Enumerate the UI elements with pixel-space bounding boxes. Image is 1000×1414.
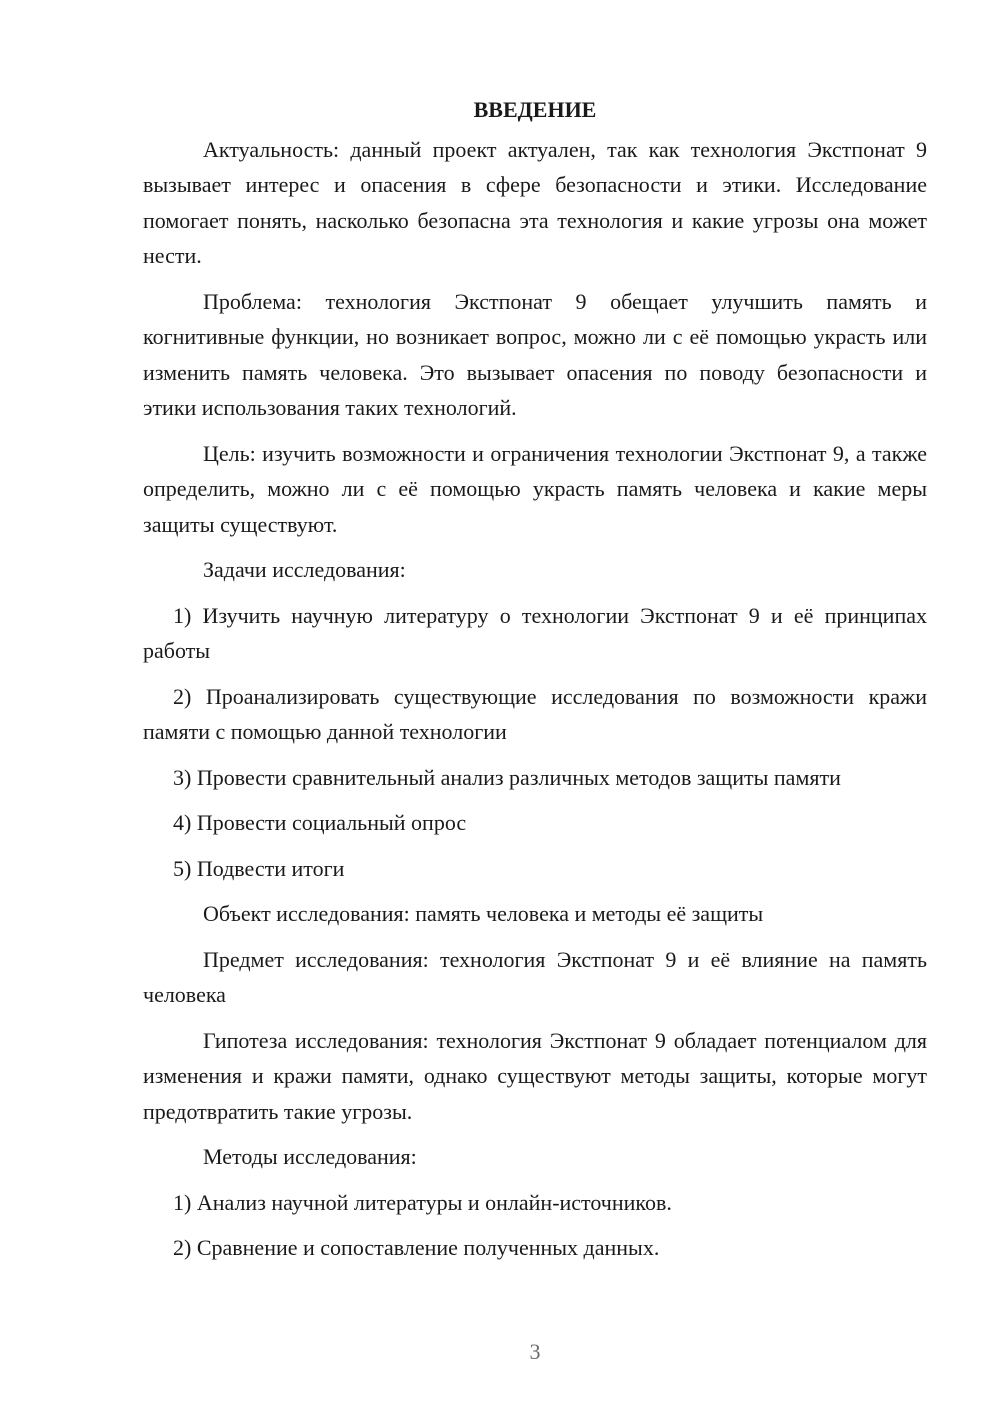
methods-heading: Методы исследования: [203,1144,417,1169]
goal-paragraph: Цель: изучить возможности и ограничения технологии Экстпонат 9, а также определить, можно ли с её помощью украсть память человека и какие меры защиты существуют. [143,440,927,537]
subject-paragraph: Предмет исследования: технология Экстпонат 9 и её влияние на память человека [143,946,927,1007]
hypothesis-paragraph: Гипотеза исследования: технология Экстпонат 9 обладает потенциалом для изменения и кражи памяти, однако существуют методы защиты, которые могут предотвратить такие угрозы. [143,1027,927,1124]
task-item-5: 5) Подвести итоги [173,855,345,881]
method-item-2: 2) Сравнение и сопоставление полученных данных. [173,1235,660,1260]
object-paragraph: Объект исследования: память человека и методы её защиты [203,901,764,926]
section-title: ВВЕДЕНИЕ [473,97,597,122]
page-content [143,92,927,1276]
problem-paragraph: Проблема: технология Экстпонат 9 обещает улучшить память и когнитивные функции, но возникает вопрос, можно ли с её помощью украсть или изменить память человека. Это вызывает опасения по поводу безопасности и этики использования таких технологий. [143,288,927,420]
task-item-4: 4) Провести социальный опрос [173,810,467,835]
task-item-1: 1) Изучить научную литературу о технологии Экстпонат 9 и её принципах работы [143,602,927,663]
method-item-1: 1) Анализ научной литературы и онлайн-источников. [173,1189,672,1215]
tasks-heading: Задачи исследования: [203,557,406,582]
page-number: 3 [529,1339,541,1364]
task-item-3: 3) Провести сравнительный анализ различных методов защиты памяти [173,764,841,790]
task-item-2: 2) Проанализировать существующие исследования по возможности кражи памяти с помощью данной технологии [143,683,927,744]
relevance-paragraph: Актуальность: данный проект актуален, так как технология Экстпонат 9 вызывает интерес и опасения в сфере безопасности и этики. Исследование помогает понять, насколько безопасна эта технология и какие угрозы она может нести. [143,136,927,268]
